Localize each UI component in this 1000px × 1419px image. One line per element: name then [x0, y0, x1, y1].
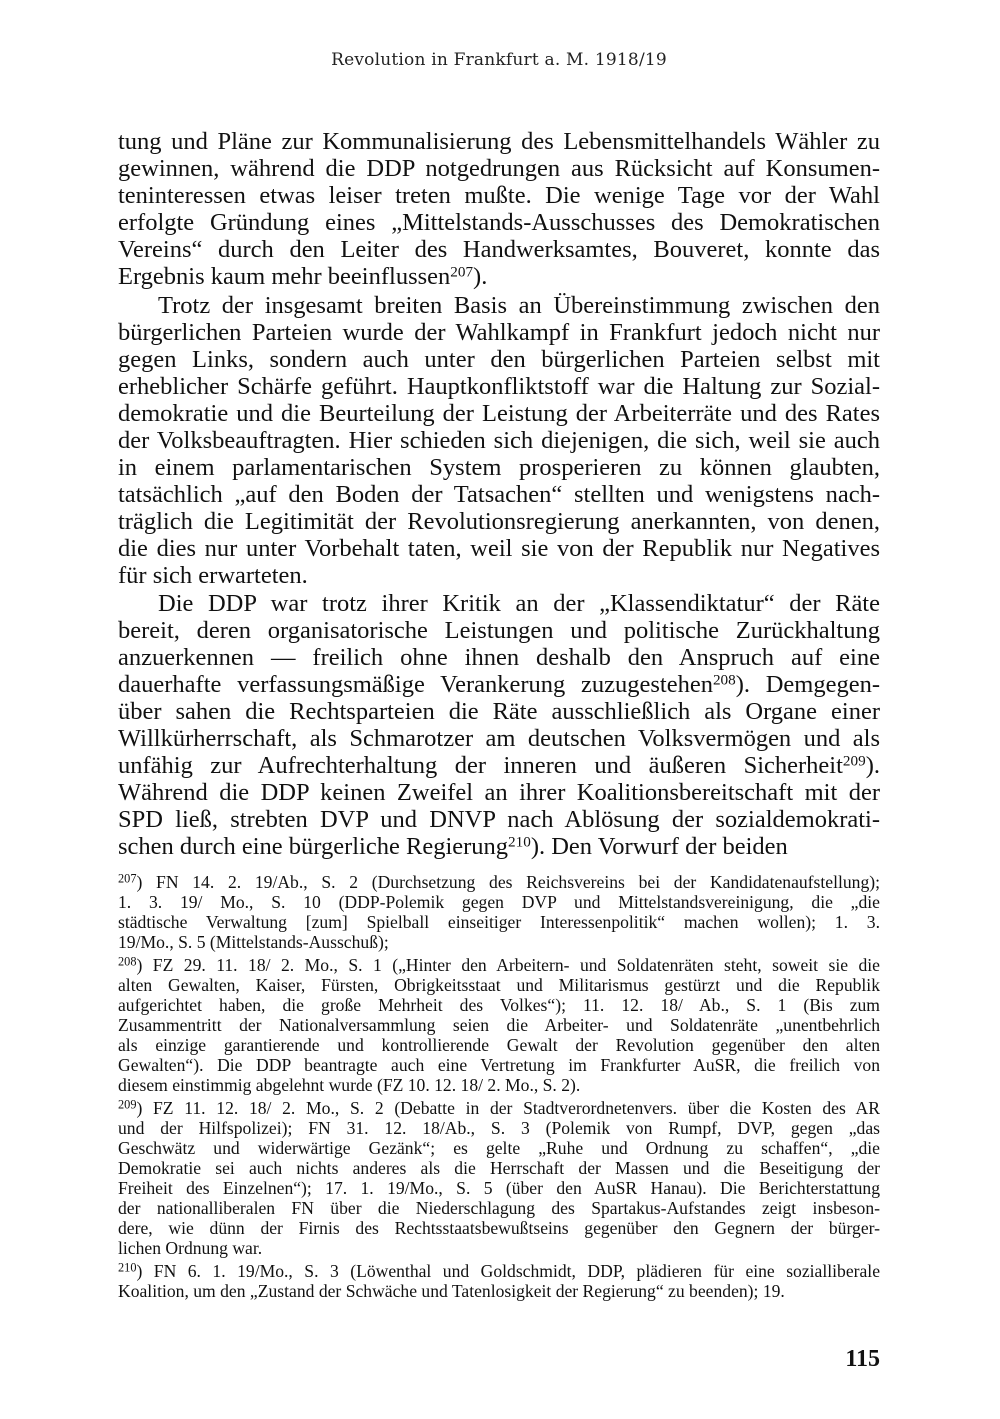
- footnote-line: [118, 975, 880, 995]
- body-text-line: [118, 698, 880, 726]
- footnote-line: [118, 1281, 880, 1301]
- body-text-line: [118, 725, 880, 753]
- body-text-line: [118, 292, 880, 320]
- line-text: träglich die Legitimität der Revolutionsregierung anerkannten, von denen,: [118, 508, 880, 535]
- body-text-line: [118, 263, 880, 291]
- line-text: der Volksbeauftragten. Hier schieden sich diejenigen, die sich, weil sie auch: [118, 427, 880, 454]
- body-text-line: [118, 373, 880, 401]
- body-text-line: [118, 833, 880, 861]
- line-text: ) FN 6. 1. 19/Mo., S. 3 (Löwenthal und Goldschmidt, DDP, plädieren für eine sozialliberale: [136, 1261, 880, 1281]
- body-text-line: [118, 752, 880, 780]
- line-text: teninteressen etwas leiser treten mußte. Die wenige Tage vor der Wahl: [118, 182, 880, 209]
- line-text: SPD ließ, strebten DVP und DNVP nach Ablösung der sozialdemokrati-: [118, 806, 880, 833]
- line-text: Die DDP war trotz ihrer Kritik an der „Klassendiktatur“ der Räte: [158, 590, 880, 617]
- footnote-marker: 210: [118, 1260, 137, 1275]
- line-text: über sahen die Rechtsparteien die Räte ausschließlich als Organe einer: [118, 698, 880, 725]
- line-text: der nationalliberalen FN über die Niederschlagung des Spartakus-Aufstandes zeigt insbeson-: [118, 1198, 880, 1218]
- running-head: Revolution in Frankfurt a. M. 1918/19: [331, 50, 667, 70]
- line-text: gegen Links, sondern auch unter den bürgerlichen Parteien selbst mit: [118, 346, 880, 373]
- line-text: Während die DDP keinen Zweifel an ihrer Koalitionsbereitschaft mit der: [118, 779, 880, 806]
- line-text-continuation: ). Den Vorwurf der beiden: [530, 833, 788, 860]
- footnote-line: [118, 1261, 880, 1281]
- line-text: Koalition, um den „Zustand der Schwäche und Tatenlosigkeit der Regierung“ zu beenden); 19.: [118, 1281, 785, 1301]
- footnote-line: [118, 1035, 880, 1055]
- page-number: 115: [845, 1346, 880, 1372]
- body-text-line: [118, 236, 880, 264]
- footnote-line: [118, 1055, 880, 1075]
- line-text: städtische Verwaltung [zum] Spielball einseitiger Interessenpolitik“ machen wollen); 1. 3.: [118, 912, 880, 932]
- body-text-line: [118, 590, 880, 618]
- line-text: als einzige garantierende und kontrollierende Gewalt der Revolution gegenüber den alten: [118, 1035, 880, 1055]
- body-text-line: [118, 209, 880, 237]
- footnote-line: [118, 912, 880, 932]
- line-text: und der Hilfspolizei); FN 31. 12. 18/Ab., S. 3 (Polemik von Rumpf, DVP, gegen „das: [118, 1118, 880, 1138]
- footnote-marker: 209: [118, 1097, 137, 1112]
- footnote-line: [118, 932, 880, 952]
- line-text: ) FZ 11. 12. 18/ 2. Mo., S. 2 (Debatte in der Stadtverordnetenvers. über die Kosten des AR: [136, 1098, 880, 1118]
- body-text-line: [118, 644, 880, 672]
- line-text: Demokratie sei auch nichts anderes als die Herrschaft der Massen und die Beseitigung der: [118, 1158, 880, 1178]
- footnote-marker: 207: [118, 871, 137, 886]
- line-text: die dies nur unter Vorbehalt taten, weil sie von der Republik nur Negatives: [118, 535, 880, 562]
- line-text: gewinnen, während die DDP notgedrungen aus Rücksicht auf Konsumen-: [118, 155, 880, 182]
- body-text-line: [118, 155, 880, 183]
- line-text: tatsächlich „auf den Boden der Tatsachen“ stellten und wenigstens nach-: [118, 481, 880, 508]
- footnote-line: [118, 1075, 880, 1095]
- line-text-continuation: ).: [473, 263, 488, 290]
- line-text: für sich erwarteten.: [118, 562, 308, 589]
- line-text: diesem einstimmig abgelehnt wurde (FZ 10. 12. 18/ 2. Mo., S. 2).: [118, 1075, 581, 1095]
- line-text: aufgerichtet haben, die große Mehrheit des Volkes“); 11. 12. 18/ Ab., S. 1 (Bis zum: [118, 995, 880, 1015]
- footnote-line: [118, 1015, 880, 1035]
- body-text-line: [118, 319, 880, 347]
- line-text-continuation: ). Demgegen-: [735, 671, 880, 698]
- line-text: anzuerkennen — freilich ohne ihnen deshalb den Anspruch auf eine: [118, 644, 880, 671]
- line-text: in einem parlamentarischen System prosperieren zu können glaubten,: [118, 454, 880, 481]
- line-text: 1. 3. 19/ Mo., S. 10 (DDP-Polemik gegen DVP und Mittelstandsvereinigung, die „die: [118, 892, 880, 912]
- body-text-line: [118, 508, 880, 536]
- line-text: unfähig zur Aufrechterhaltung der inneren und äußeren Sicherheit: [118, 752, 843, 779]
- line-text-continuation: ).: [865, 752, 880, 779]
- body-text-line: [118, 562, 880, 590]
- footnote-line: [118, 1178, 880, 1198]
- body-text-line: [118, 182, 880, 210]
- line-text: Zusammentritt der Nationalversammlung seien die Arbeiter- und Soldatenräte „unentbehrlich: [118, 1015, 880, 1035]
- body-text-line: [118, 427, 880, 455]
- body-text-line: [118, 779, 880, 807]
- line-text: bereit, deren organisatorische Leistungen und politische Zurückhaltung: [118, 617, 880, 644]
- line-text: bürgerlichen Parteien wurde der Wahlkampf in Frankfurt jedoch nicht nur: [118, 319, 880, 346]
- line-text: erheblicher Schärfe geführt. Hauptkonfliktstoff war die Haltung zur Sozial-: [118, 373, 880, 400]
- body-text-line: [118, 617, 880, 645]
- line-text: lichen Ordnung war.: [118, 1238, 263, 1258]
- body-text-line: [118, 535, 880, 563]
- body-text-line: [118, 400, 880, 428]
- footnote-line: [118, 995, 880, 1015]
- footnote-line: [118, 1238, 880, 1258]
- line-text: Trotz der insgesamt breiten Basis an Übereinstimmung zwischen den: [158, 292, 880, 319]
- footnote-line: [118, 955, 880, 975]
- line-text: ) FN 14. 2. 19/Ab., S. 2 (Durchsetzung des Reichsvereins bei der Kandidatenaufstellung);: [136, 872, 880, 892]
- footnote-line: [118, 872, 880, 892]
- footnote-line: [118, 1218, 880, 1238]
- footnote-line: [118, 892, 880, 912]
- body-text-line: [118, 671, 880, 699]
- line-text: Freiheit des Einzelnen“); 17. 1. 19/Mo., S. 5 (über den AuSR Hanau). Die Berichterstattung: [118, 1178, 880, 1198]
- line-text: tung und Pläne zur Kommunalisierung des Lebensmittelhandels Wähler zu: [118, 128, 880, 155]
- footnote-reference: 209: [842, 752, 866, 770]
- footnote-marker: 208: [118, 954, 137, 969]
- body-text-line: [118, 346, 880, 374]
- footnote-line: [118, 1158, 880, 1178]
- line-text: erfolgte Gründung eines „Mittelstands-Ausschusses des Demokratischen: [118, 209, 880, 236]
- line-text: alten Gewalten, Kaiser, Fürsten, Obrigkeitsstaat und Militarismus gestürzt und die Republik: [118, 975, 880, 995]
- footnote-reference: 207: [450, 263, 474, 281]
- line-text: dauerhafte verfassungsmäßige Verankerung zuzugestehen: [118, 671, 713, 698]
- footnote-reference: 210: [508, 833, 531, 851]
- footnote-line: [118, 1118, 880, 1138]
- body-text-line: [118, 128, 880, 156]
- body-text-line: [118, 806, 880, 834]
- body-text-line: [118, 454, 880, 482]
- line-text: ) FZ 29. 11. 18/ 2. Mo., S. 1 („Hinter den Arbeitern- und Soldatenräten steht, soweit sie die: [136, 955, 880, 975]
- line-text: schen durch eine bürgerliche Regierung: [118, 833, 509, 860]
- line-text: Vereins“ durch den Leiter des Handwerksamtes, Bouveret, konnte das: [118, 236, 880, 263]
- line-text: demokratie und die Beurteilung der Leistung der Arbeiterräte und des Rates: [118, 400, 880, 427]
- line-text: 19/Mo., S. 5 (Mittelstands-Ausschuß);: [118, 932, 389, 952]
- footnote-reference: 208: [712, 671, 736, 689]
- line-text: Gewalten“). Die DDP beantragte auch eine Vertretung im Frankfurter AuSR, die freilich von: [118, 1055, 880, 1075]
- footnote-line: [118, 1098, 880, 1118]
- footnote-line: [118, 1198, 880, 1218]
- line-text: Ergebnis kaum mehr beeinflussen: [118, 263, 451, 290]
- line-text: dere, wie dünn der Firnis des Rechtsstaatsbewußtseins gegenüber den Gegnern der bürger-: [118, 1218, 880, 1238]
- body-text-line: [118, 481, 880, 509]
- line-text: Willkürherrschaft, als Schmarotzer am deutschen Volksvermögen und als: [118, 725, 880, 752]
- line-text: Geschwätz und widerwärtige Gezänk“; es gelte „Ruhe und Ordnung zu schaffen“, „die: [118, 1138, 880, 1158]
- footnote-line: [118, 1138, 880, 1158]
